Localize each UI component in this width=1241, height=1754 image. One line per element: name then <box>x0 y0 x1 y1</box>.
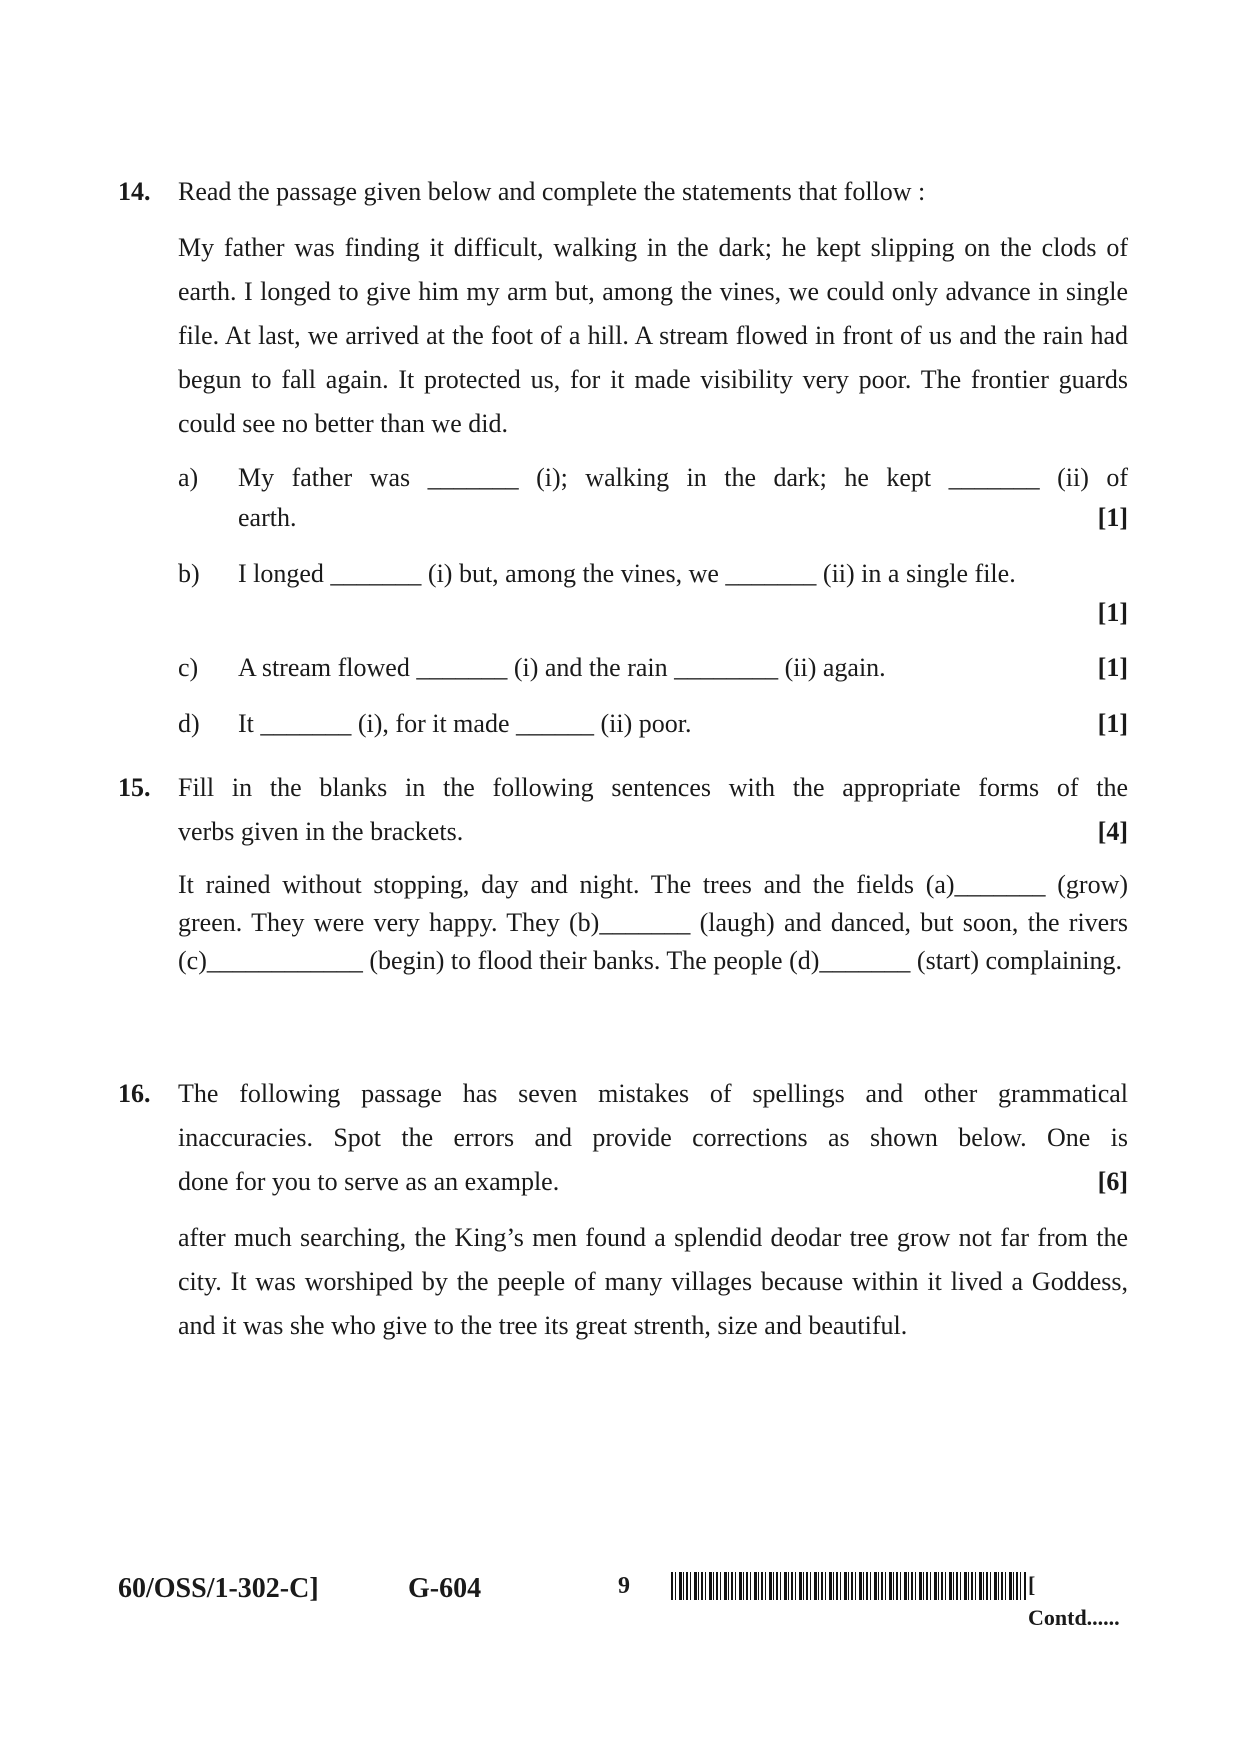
question-16 <box>118 1072 1128 1348</box>
question-stem: Fill in the blanks in the following sentences with the appropriate forms of the <box>178 773 1128 802</box>
item-label: c) <box>178 653 199 682</box>
paper-code: 60/OSS/1-302-C] <box>118 1573 319 1604</box>
page-footer <box>118 1568 1128 1630</box>
marks-badge: [1] <box>1097 598 1128 627</box>
question-number: 15. <box>118 773 151 802</box>
question-stem-continued: inaccuracies. Spot the errors and provide corrections as shown below. One is <box>178 1123 1128 1152</box>
question-item-c <box>178 648 1128 688</box>
question-14 <box>118 170 1128 760</box>
marks-badge: [1] <box>1097 503 1128 532</box>
marks-badge: [1] <box>1097 709 1128 738</box>
item-text-continued: earth. <box>238 503 297 532</box>
question-stem: The following passage has seven mistakes of spellings and other grammatical <box>178 1079 1128 1108</box>
question-item-a <box>178 458 1128 538</box>
item-text: A stream flowed _______ (i) and the rain ________ (ii) again. <box>238 653 886 682</box>
question-number: 14. <box>118 177 151 206</box>
question-item-d <box>178 704 1128 744</box>
question-stem-continued: done for you to serve as an example. <box>178 1167 560 1196</box>
series-code: G-604 <box>408 1573 482 1604</box>
marks-badge: [1] <box>1097 653 1128 682</box>
page-number: 9 <box>618 1573 630 1599</box>
continued-label: [ Contd...... <box>1028 1572 1120 1630</box>
reading-passage: My father was finding it difficult, walking in the dark; he kept slipping on the clods of earth. I longed to give him my arm but, among the vines, we could only advance in single file. At last, we arrived at the foot of a hill. A stream flowed in front of us and the rain had begun to fall again. It protected us, for it made visibility very poor. The frontier guards could see no better than we did. <box>178 233 1128 438</box>
marks-badge: [6] <box>1097 1167 1128 1196</box>
marks-badge: [4] <box>1097 817 1128 846</box>
question-item-b <box>178 554 1128 632</box>
item-label: d) <box>178 709 200 738</box>
question-15 <box>118 766 1128 980</box>
question-items <box>178 458 1128 744</box>
question-number: 16. <box>118 1079 151 1108</box>
error-passage: after much searching, the King’s men found a splendid deodar tree grow not far from the city. It was worshiped by the peeple of many villages because within it lived a Goddess, and it was she who give to the tree its great strenth, size and beautiful. <box>178 1223 1128 1340</box>
question-stem: Read the passage given below and complete the statements that follow : <box>178 177 926 206</box>
item-label: a) <box>178 463 199 492</box>
barcode-icon <box>671 1572 1026 1600</box>
item-text: It _______ (i), for it made ______ (ii) poor. <box>238 709 692 738</box>
item-text: I longed _______ (i) but, among the vines, we _______ (ii) in a single file. <box>238 559 1016 588</box>
fill-in-passage: It rained without stopping, day and night. The trees and the fields (a)_______ (grow) green. They were very happy. They (b)_______ (laugh) and danced, but soon, the rivers (c)____________ (begin) to flood their banks. The people (d)_______ (start) complaining. <box>178 870 1128 975</box>
item-text: My father was _______ (i); walking in the dark; he kept _______ (ii) of <box>238 463 1128 492</box>
item-label: b) <box>178 559 200 588</box>
question-stem-continued: verbs given in the brackets. <box>178 817 464 846</box>
